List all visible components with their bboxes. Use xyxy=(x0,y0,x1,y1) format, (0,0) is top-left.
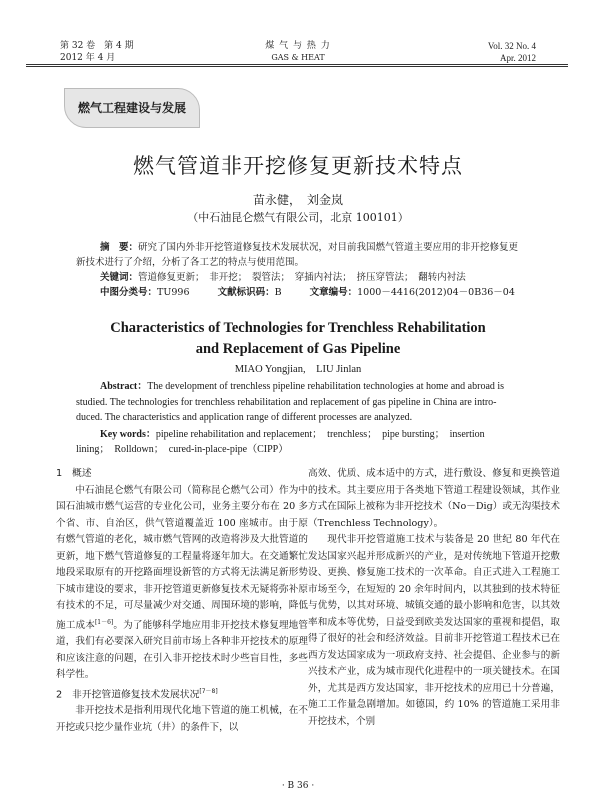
authors-en: MIAO Yongjian, LIU Jinlan xyxy=(234,364,362,375)
abstract-en-label: Abstract： xyxy=(100,381,148,392)
article-title-cn: 燃气管道非开挖修复更新技术特点 xyxy=(133,154,463,178)
keywords-cn-text: 管道修复更新； 非开挖； 裂管法； 穿插内衬法； 挤压穿管法； 翻转内衬法 xyxy=(138,272,466,283)
clc-label: 中图分类号： xyxy=(100,287,158,298)
column-tag xyxy=(64,88,200,128)
section-1-heading: 1 概述 xyxy=(56,468,92,479)
keywords-cn-label: 关键词： xyxy=(100,272,139,283)
article-title-en xyxy=(0,318,596,360)
section-2-heading-text: 2 非开挖管道修复技术发展状况 xyxy=(56,688,200,700)
doc-code-value: B xyxy=(274,287,282,298)
header-volume: 第 32 卷 第 4 期 xyxy=(60,41,134,51)
column-tag-label: 燃气工程建设与发展 xyxy=(77,101,186,115)
authors-cn: 苗永健， 刘金岚 xyxy=(252,193,343,207)
classification-line xyxy=(76,285,520,300)
abstract-en-text1: The development of trenchless pipeline rehabilitation technologies at home and abroad is xyxy=(147,381,505,392)
right-paragraph-1: 高效、优质、成本适中的方式，进行敷设、修复和更换管道的技术。其主要应用于各类地下管道工程建设领域，其作业方式在国际上被称为非开挖技术（No－Dig）或无沟渠技术（Trenchless Technology）。 xyxy=(308,468,560,529)
header-date-en: Apr. 2012 xyxy=(500,53,536,63)
keywords-cn xyxy=(76,270,520,285)
abstract-en xyxy=(76,379,520,458)
abstract-en-line1 xyxy=(76,379,520,395)
article-number-label: 文章编号： xyxy=(309,287,358,298)
section-1-paragraph xyxy=(56,483,308,684)
doc-code-label: 文献标识码： xyxy=(217,287,275,298)
header-volume-en: Vol. 32 No. 4 xyxy=(487,41,536,51)
section-2-paragraph: 非开挖技术是指利用现代化地下管道的施工机械，在不开挖或只挖少量作业坑（井）的条件下，以 xyxy=(56,705,308,733)
abstract-cn-para xyxy=(76,240,520,270)
citation-1-6: [1－6] xyxy=(94,618,114,626)
citation-7-8: [7－8] xyxy=(199,687,218,695)
body-left-column xyxy=(56,466,308,736)
section-1-text-a: 中石油昆仑燃气有限公司（简称昆仑燃气公司）作为中国石油城市燃气运营的专业化公司，业务主要分布在 20 多个省、市、自治区，供气管道覆盖近 100 座城市。由于原有燃气管道的老化，城市燃气管网的改造将涉及大批管道的更新，地下燃气管道修复的工程量将逐年加大。在交通繁忙地段采取原有的开挖路面埋设新管的方式将无法满足新形势下城市建设的要求，非开挖管道更新修复技术无疑将弥补原有技术的不足，可尽量减少对交通、周围环境的影响，降低施工成本 xyxy=(56,484,308,631)
clc-value: TU996 xyxy=(157,287,190,298)
journal-title-en: GAS & HEAT xyxy=(271,53,325,62)
keywords-en-line1 xyxy=(76,427,520,443)
abstract-cn xyxy=(76,240,520,300)
section-2-heading xyxy=(56,684,308,704)
title-en-line2: and Replacement of Gas Pipeline xyxy=(195,341,401,357)
body-right-column xyxy=(308,466,560,730)
keywords-en-line2: lining； Rolldown； cured-in-place-pipe（CIPP） xyxy=(76,444,289,455)
header-rule-double xyxy=(26,66,568,67)
affiliation-cn: （中石油昆仑燃气有限公司，北京 100101） xyxy=(187,211,409,224)
keywords-en-label: Key words： xyxy=(100,428,156,440)
journal-title-cn: 煤 气 与 热 力 xyxy=(265,41,331,51)
abstract-cn-text: 研究了国内外非开挖管道修复技术发展状况，对目前我国燃气管道主要应用的非开挖修复更新技术进行了介绍，分析了各工艺的特点与使用范围。 xyxy=(76,242,519,268)
article-number-value: 1000－4416(2012)04－0B36－04 xyxy=(357,287,515,298)
header-rule xyxy=(26,64,568,65)
section-1-text-b: 。为了能够科学地应用非开挖技术修复埋地管道，我们有必要深入研究目前市场上各种非开挖技术的原理和应该注意的问题，在引入非开挖技术时少些盲目性，多些科学性。 xyxy=(56,619,309,681)
abstract-cn-label: 摘 要： xyxy=(100,242,139,253)
abstract-en-line2: studied. The technologies for trenchless rehabilitation and replacement of gas pipeline in China are intro- xyxy=(76,396,497,408)
header-date: 2012 年 4 月 xyxy=(60,53,116,63)
abstract-en-line3: duced. The characteristics and application range of different processes are analyzed. xyxy=(76,412,413,423)
page-number: · B 36 · xyxy=(281,781,315,791)
title-en-line1: Characteristics of Technologies for Trenchless Rehabilitation xyxy=(110,320,486,336)
right-paragraph-2: 现代非开挖管道施工技术与装备是 20 世纪 80 年代在发达国家兴起并形成新兴的产业，是对传统地下管道开挖敷设、更换、修复施工技术的一次革命。自正式进入工程施工市场至今，在短短的 20 余年时间内，以其独到的技术特征与优势，以其对环境、城镇交通的最小影响和危害，以其效率和成本等优势，日益受到欧美发达国家的重视和提倡，取得了很好的社会和经济效益。目前非开挖管道工程技术已在西方发达国家成为一项政府支持、社会提倡、企业参与的新兴技术产业，成为城市现代化进程中的一项关键技术。在国外，尤其是西方发达国家，非开挖技术的应用已十分普遍，施工工作量急剧增加。如德国，约 10% 的管道施工采用非开挖技术，个别 xyxy=(308,534,560,727)
keywords-en-text1: pipeline rehabilitation and replacement； trenchless； pipe bursting； insertion xyxy=(155,428,485,440)
